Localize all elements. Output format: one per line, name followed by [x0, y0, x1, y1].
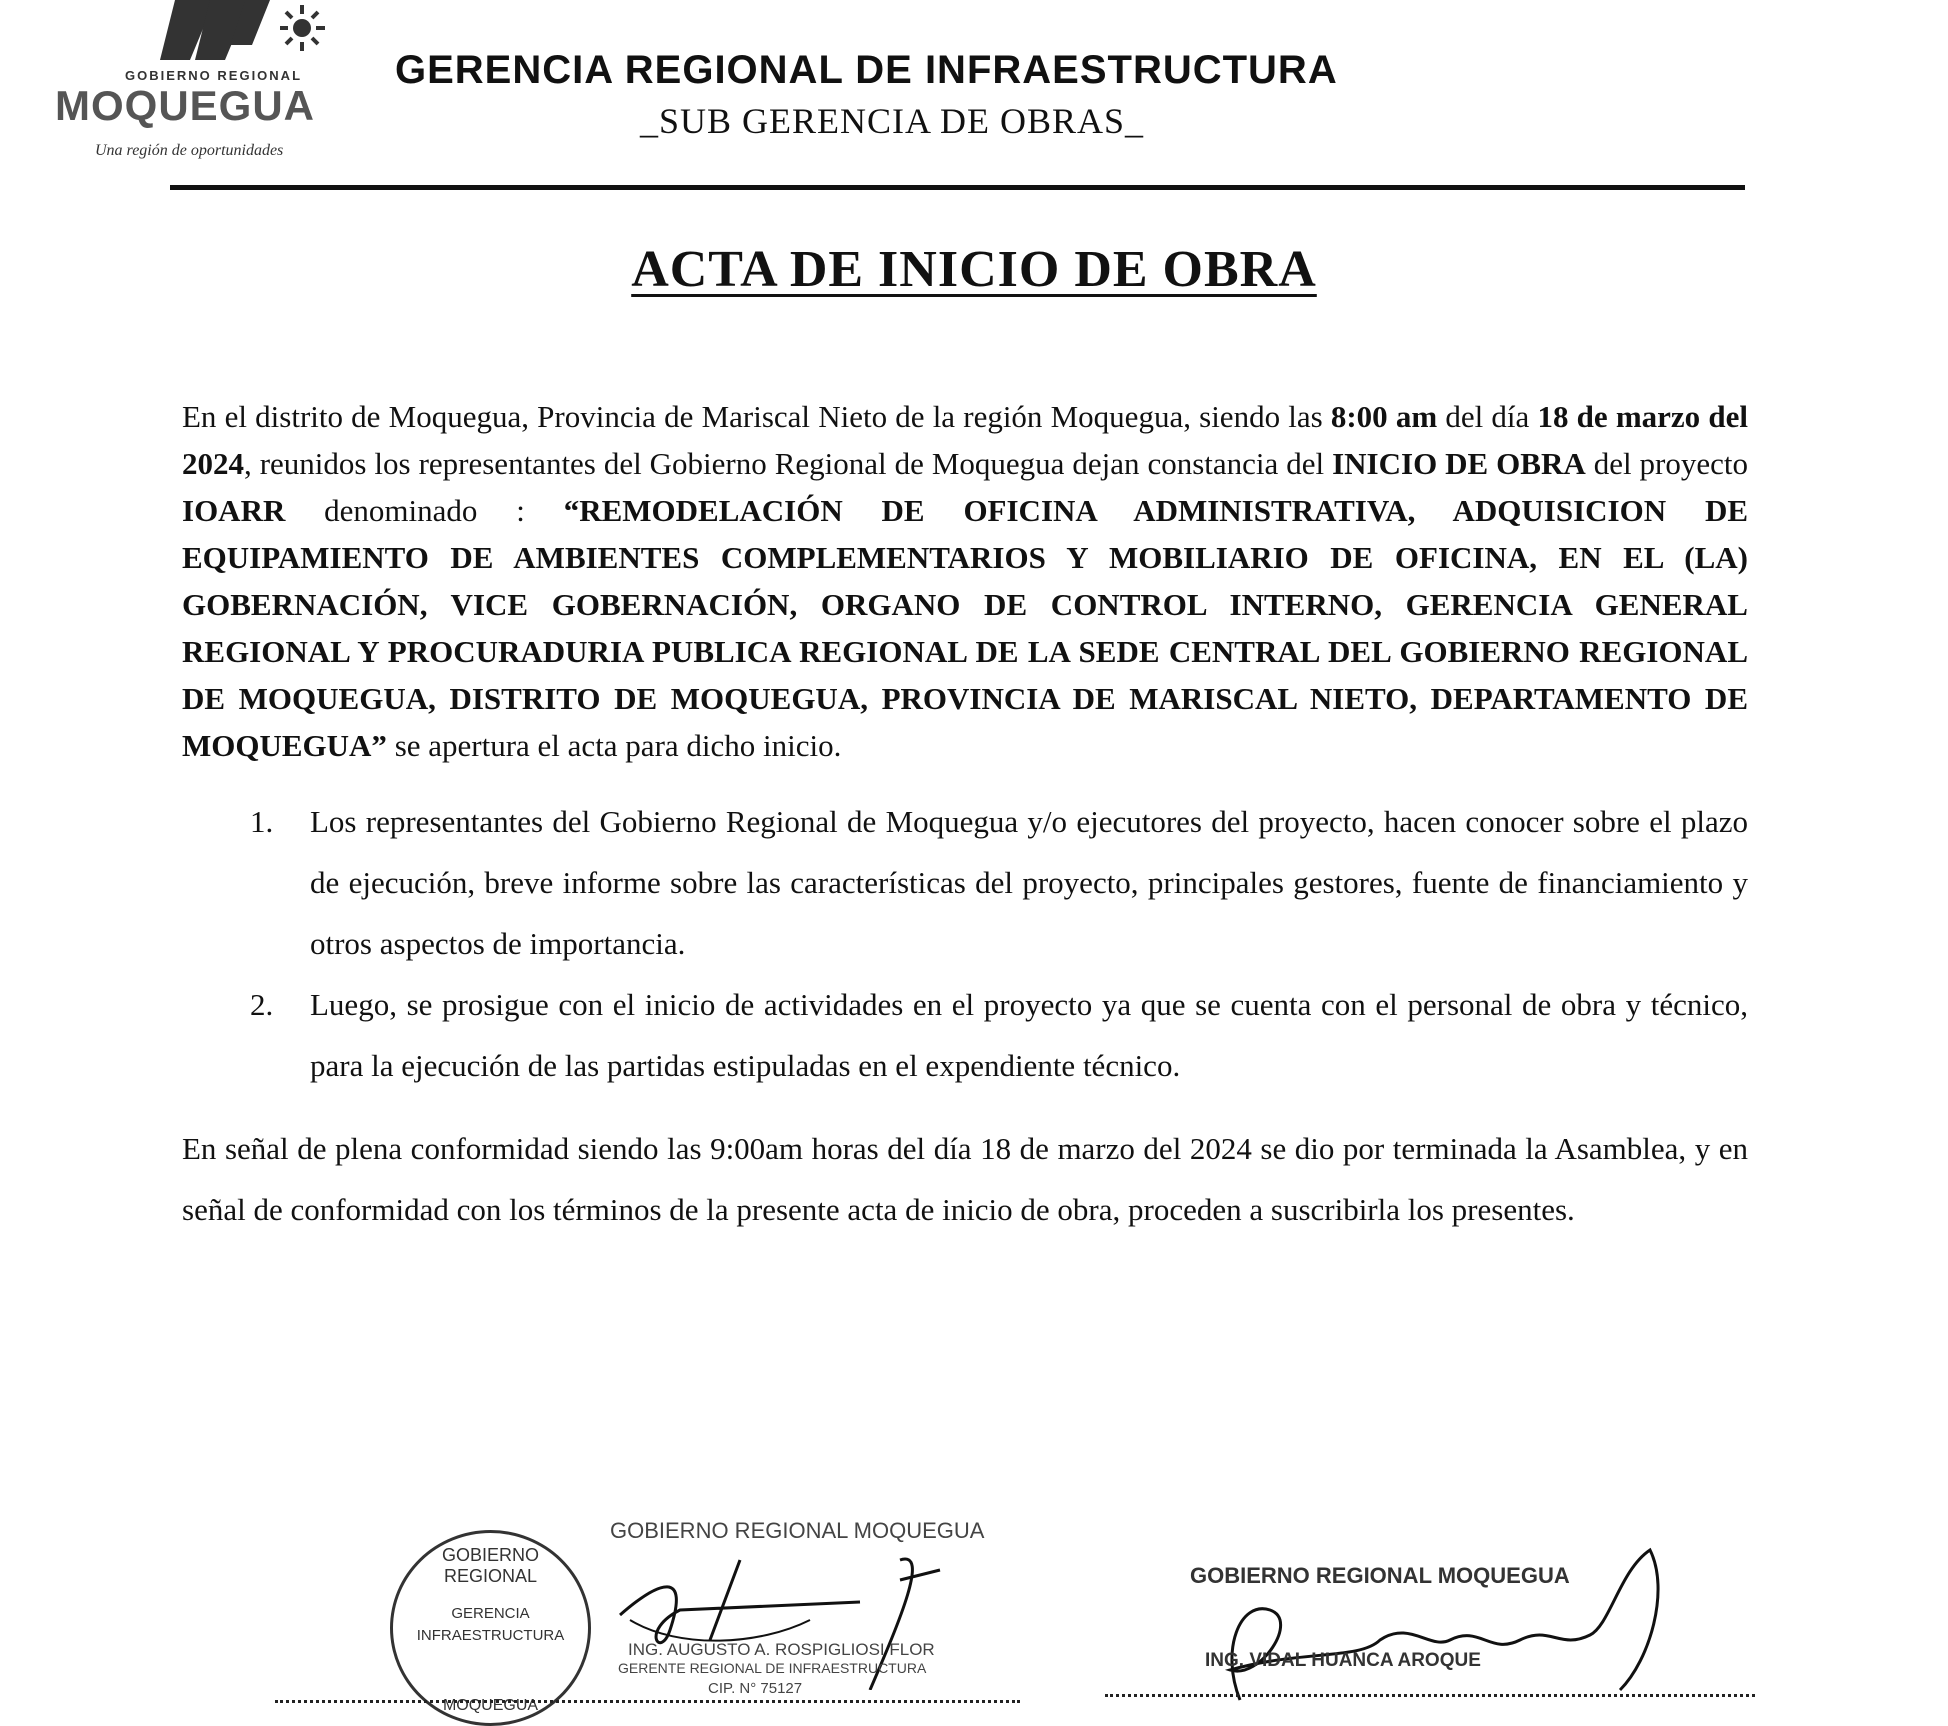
- regional-emblem-icon: [120, 0, 360, 70]
- closing-paragraph: En señal de plena conformidad siendo las 9:00am horas del día 18 de marzo del 2024 se dio por terminada la Asamblea, y en señal de conformidad con los términos de la presente acta de inicio de obra, proceden a suscribirla los presentes.: [182, 1131, 1748, 1227]
- official-seal: [390, 1530, 591, 1726]
- right-stamp-org: GOBIERNO REGIONAL MOQUEGUA: [1190, 1563, 1570, 1588]
- right-signer-name: ING. VIDAL HUANCA AROQUE: [1205, 1650, 1481, 1671]
- header-divider: [170, 185, 1745, 190]
- document-body: [182, 393, 1748, 1240]
- intro-paragraph: [182, 393, 1748, 769]
- list-item-text: Luego, se prosigue con el inicio de actividades en el proyecto ya que se cuenta con el personal de obra y técnico, para la ejecución de las partidas estipuladas en el expendiente técnico.: [310, 987, 1748, 1083]
- moquegua-logo: [55, 0, 375, 175]
- header-title: GERENCIA REGIONAL DE INFRAESTRUCTURA: [395, 48, 1338, 92]
- seal-center-line-2: INFRAESTRUCTURA: [416, 1627, 565, 1644]
- left-signer-name: ING. AUGUSTO A. ROSPIGLIOSI FLOR: [628, 1640, 935, 1659]
- left-signer-cip: CIP. N° 75127: [708, 1680, 803, 1697]
- document-title-text: ACTA DE INICIO DE OBRA: [631, 241, 1317, 298]
- seal-center-text: [393, 1603, 588, 1647]
- logo-tagline: Una región de oportunidades: [95, 142, 284, 159]
- seal-top-text: GOBIERNO REGIONAL: [441, 1545, 539, 1586]
- logo-name: MOQUEGUA: [55, 82, 315, 129]
- seal-bottom-text: MOQUEGUA: [442, 1697, 539, 1714]
- bold-text-run: 8:00 am: [1330, 399, 1438, 434]
- left-stamp-org: GOBIERNO REGIONAL MOQUEGUA: [610, 1518, 985, 1543]
- text-run: del proyecto: [1585, 446, 1749, 481]
- numbered-list: [182, 791, 1748, 1096]
- left-signature-line: [275, 1700, 1020, 1703]
- list-item: [182, 791, 1748, 974]
- right-signature-line: [1105, 1694, 1755, 1697]
- document-title: [0, 240, 1948, 299]
- bold-text-run: IOARR: [182, 493, 286, 528]
- text-run: del día: [1437, 399, 1538, 434]
- bold-text-run: 18 de marzo del 2024: [182, 399, 1748, 481]
- bold-text-run: INICIO DE OBRA: [1332, 446, 1586, 481]
- list-item-number: 1.: [250, 804, 274, 839]
- text-run: se apertura el acta para dicho inicio.: [386, 728, 842, 763]
- seal-center-line-1: GERENCIA: [451, 1605, 530, 1622]
- logo-org-small: GOBIERNO REGIONAL: [125, 68, 303, 83]
- left-signer-role: GERENTE REGIONAL DE INFRAESTRUCTURA: [618, 1660, 927, 1676]
- list-item-text: Los representantes del Gobierno Regional de Moquegua y/o ejecutores del proyecto, hacen conocer sobre el plazo de ejecución, breve informe sobre las características del proyecto, principales gestores, fuente de financiamiento y otros aspectos de importancia.: [310, 804, 1748, 961]
- text-run: En el distrito de Moquegua, Provincia de Mariscal Nieto de la región Moquegua, siendo las: [182, 399, 1331, 434]
- right-signature-icon: [1180, 1530, 1700, 1710]
- list-item-number: 2.: [250, 987, 274, 1022]
- list-item: [182, 974, 1748, 1096]
- header-subtitle: _SUB GERENCIA DE OBRAS_: [640, 101, 1145, 141]
- text-run: denominado :: [285, 493, 564, 528]
- text-run: , reunidos los representantes del Gobierno Regional de Moquegua dejan constancia del: [244, 446, 1333, 481]
- bold-text-run: “REMODELACIÓN DE OFICINA ADMINISTRATIVA, ADQUISICION DE EQUIPAMIENTO DE AMBIENTES COMPLEMENTARIOS Y MOBILIARIO DE OFICINA, EN EL (LA) GOBERNACIÓN, VICE GOBERNACIÓN, ORGANO DE CONTROL INTERNO, GERENCIA GENERAL REGIONAL Y PROCURADURIA PUBLICA REGIONAL DE LA SEDE CENTRAL DEL GOBIERNO REGIONAL DE MOQUEGUA, DISTRITO DE MOQUEGUA, PROVINCIA DE MARISCAL NIETO, DEPARTAMENTO DE MOQUEGUA”: [182, 493, 1749, 763]
